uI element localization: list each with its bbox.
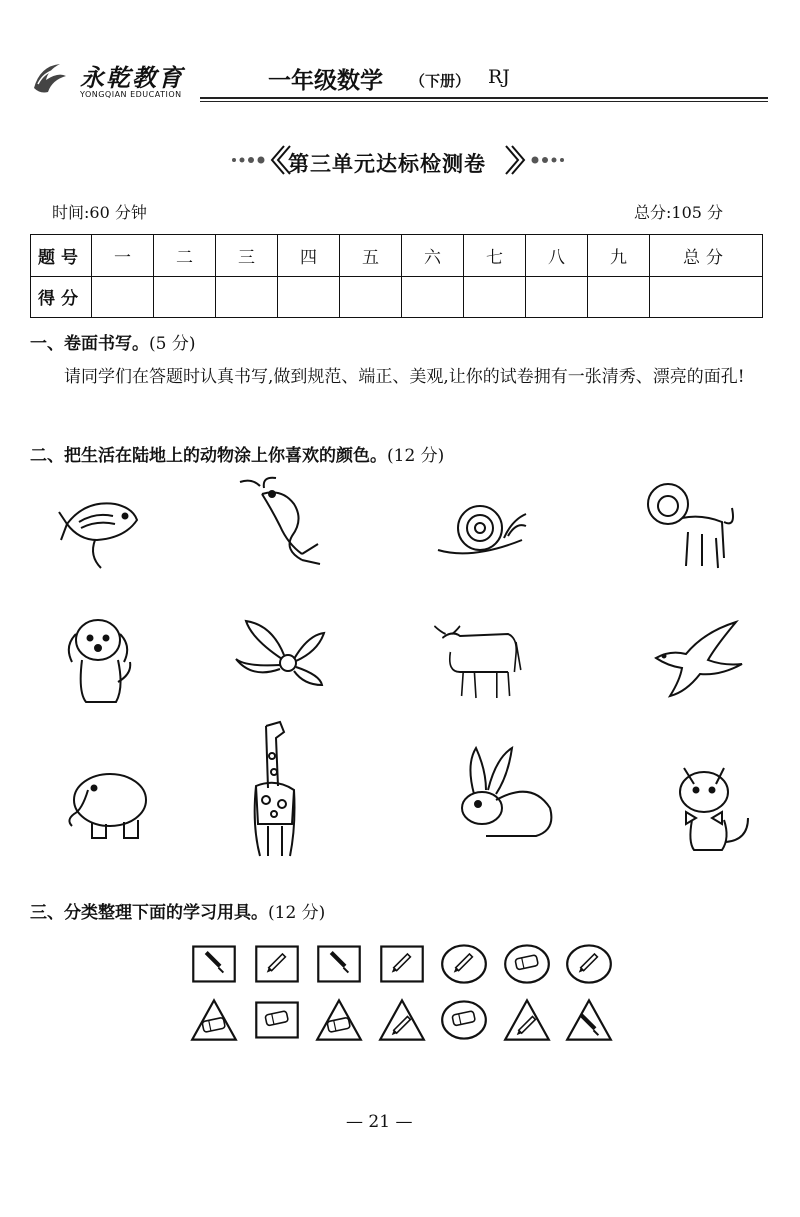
shrimp-icon[interactable] (232, 474, 328, 570)
swallow-icon[interactable] (650, 616, 746, 712)
table-row (31, 276, 763, 318)
score-cell[interactable] (154, 276, 216, 318)
score-cell[interactable] (216, 276, 278, 318)
triangle-eraser-icon[interactable] (315, 998, 363, 1042)
cat-icon[interactable] (672, 762, 768, 858)
fish-icon[interactable] (55, 482, 151, 578)
circle-pencil-icon[interactable] (565, 942, 613, 986)
square-pen-icon[interactable] (315, 942, 363, 986)
section-2-points: (12 分) (387, 446, 445, 466)
square-pencil-icon[interactable] (378, 942, 426, 986)
score-cell[interactable] (92, 276, 154, 318)
triangle-pencil-icon[interactable] (503, 998, 551, 1042)
score-cell[interactable] (464, 276, 526, 318)
circle-eraser-icon[interactable] (440, 998, 488, 1042)
row-header: 得分 (31, 276, 92, 318)
dragonfly-icon[interactable] (232, 615, 328, 711)
score-cell[interactable] (402, 276, 464, 318)
score-cell[interactable] (650, 276, 763, 318)
circle-pencil-icon[interactable] (440, 942, 488, 986)
rabbit-icon[interactable] (452, 744, 560, 844)
triangle-eraser-icon[interactable] (190, 998, 238, 1042)
brand-logo-icon (30, 58, 70, 98)
page-number: — 21 — (346, 1112, 413, 1132)
column-header: 七 (464, 235, 526, 277)
lion-icon[interactable] (642, 478, 738, 574)
column-header: 六 (402, 235, 464, 277)
section-1-text: 请同学们在答题时认真书写,做到规范、端正、美观,让你的试卷拥有一张清秀、漂亮的面孔! (64, 367, 745, 387)
section-3-points: (12 分) (268, 903, 326, 923)
column-header: 五 (340, 235, 402, 277)
header-rule (200, 97, 768, 99)
brand-name-en: YONGQIAN EDUCATION (80, 90, 182, 99)
elephant-icon[interactable] (62, 760, 158, 856)
square-pen-icon[interactable] (190, 942, 238, 986)
score-cell[interactable] (278, 276, 340, 318)
circle-eraser-icon[interactable] (503, 942, 551, 986)
subject-title: 一年级数学 (268, 67, 383, 94)
table-row (31, 235, 763, 277)
time-limit: 时间:60 分钟 (52, 203, 147, 222)
ox-icon[interactable] (428, 612, 524, 708)
square-pencil-icon[interactable] (253, 942, 301, 986)
column-header: 四 (278, 235, 340, 277)
column-header: 九 (588, 235, 650, 277)
volume-label: （下册） (410, 72, 471, 90)
column-header: 一 (92, 235, 154, 277)
section-3-heading: 三、分类整理下面的学习用具。 (30, 903, 268, 923)
exam-title: 第三单元达标检测卷 (288, 152, 486, 176)
edition-label: RJ (488, 66, 510, 88)
triangle-pencil-icon[interactable] (378, 998, 426, 1042)
score-cell[interactable] (588, 276, 650, 318)
snail-icon[interactable] (432, 490, 528, 586)
section-2-title (30, 441, 444, 466)
header-rule-thin (200, 101, 768, 102)
triangle-pen-icon[interactable] (565, 998, 613, 1042)
score-table (30, 234, 763, 318)
score-cell[interactable] (340, 276, 402, 318)
column-header: 总分 (650, 235, 763, 277)
section-1-title (30, 329, 195, 354)
total-score: 总分:105 分 (634, 203, 724, 222)
section-3-title (30, 898, 325, 923)
row-header: 题号 (31, 235, 92, 277)
score-cell[interactable] (526, 276, 588, 318)
section-1-points: (5 分) (149, 334, 196, 354)
section-1-heading: 一、卷面书写。 (30, 334, 149, 354)
puppy-icon[interactable] (60, 612, 156, 708)
square-eraser-icon[interactable] (253, 998, 301, 1042)
brand-name: 永乾教育 (80, 63, 184, 92)
section-2-heading: 二、把生活在陆地上的动物涂上你喜欢的颜色。 (30, 446, 387, 466)
column-header: 三 (216, 235, 278, 277)
column-header: 八 (526, 235, 588, 277)
giraffe-icon[interactable] (236, 716, 308, 862)
column-header: 二 (154, 235, 216, 277)
